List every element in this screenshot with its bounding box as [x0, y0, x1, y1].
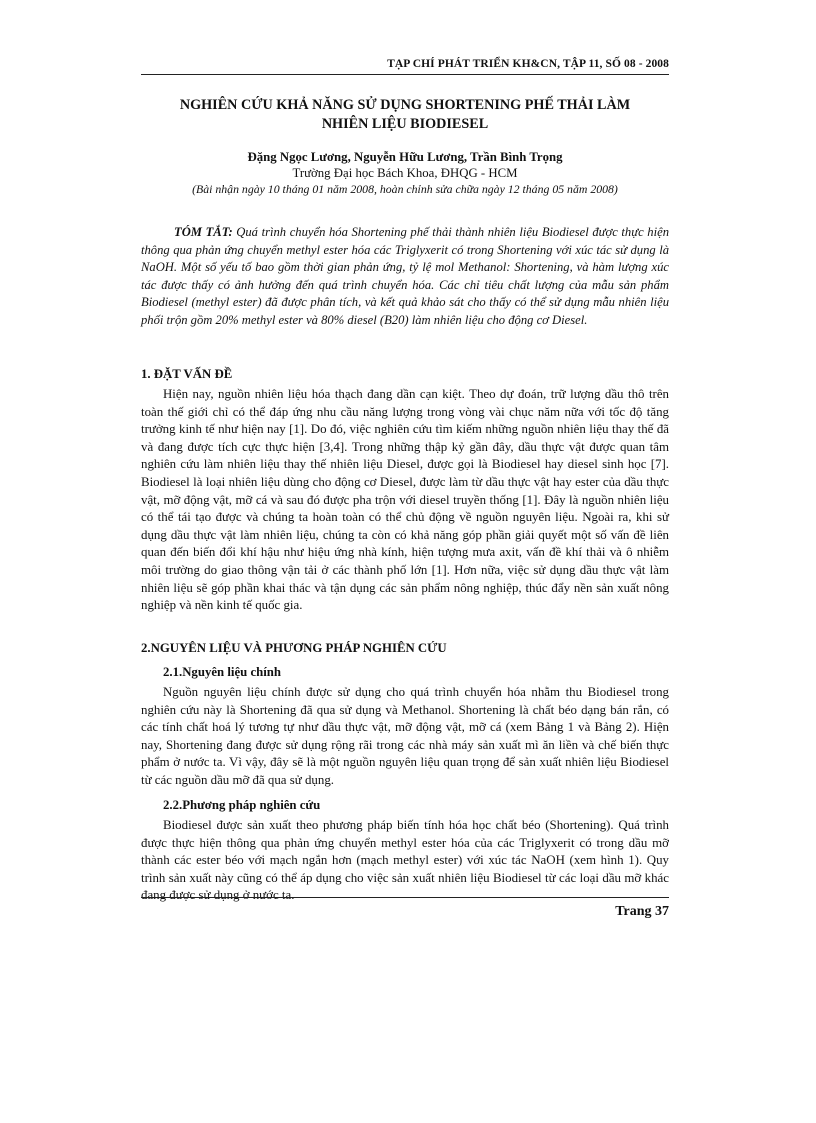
affiliation: Trường Đại học Bách Khoa, ĐHQG - HCM	[292, 166, 518, 180]
page-number: Trang 37	[141, 897, 669, 920]
journal-header: TẠP CHÍ PHÁT TRIỂN KH&CN, TẬP 11, SỐ 08 - 2008	[141, 58, 669, 75]
title-line-1: NGHIÊN CỨU KHẢ NĂNG SỬ DỤNG SHORTENING PHẾ THẢI LÀM	[179, 97, 631, 113]
subsection-heading-2-2: 2.2.Phương pháp nghiên cứu	[163, 798, 321, 812]
author-list: Đặng Ngọc Lương, Nguyễn Hữu Lương, Trần Bình Trọng	[247, 150, 563, 164]
section-heading-1: 1. ĐẶT VẤN ĐỀ	[141, 367, 233, 381]
abstract-text: Quá trình chuyển hóa Shortening phế thải thành nhiên liệu Biodiesel được thực hiện thông qua phản ứng chuyển methyl ester hóa các Triglyxerit có trong Shortening với xúc tác sử dụng là NaOH. Một số yếu tố bao gồm thời gian phản ứng, tỷ lệ mol Methanol: Shortening, và hàm lượng xúc tác được thấy có ảnh hưởng đến quá trình chuyển hóa. Các chỉ tiêu chất lượng của mẫu sản phẩm Biodiesel (methyl ester) đã được phân tích, và kết quả khảo sát cho thấy có thể sử dụng mẫu nhiên liệu phối trộn gồm 20% methyl ester và 80% diesel (B20) làm nhiên liệu cho động cơ Diesel.	[141, 225, 669, 327]
section-heading-2: 2.NGUYÊN LIỆU VÀ PHƯƠNG PHÁP NGHIÊN CỨU	[141, 641, 447, 655]
received-date-note: (Bài nhận ngày 10 tháng 01 năm 2008, hoàn chỉnh sửa chữa ngày 12 tháng 05 năm 2008)	[192, 182, 618, 196]
section-1-paragraph: Hiện nay, nguồn nhiên liệu hóa thạch đang dần cạn kiệt. Theo dự đoán, trữ lượng dầu thô trên toàn thế giới chỉ có thể đáp ứng nhu cầu năng lượng trong vòng vài chục năm nữa với tốc độ tăng trưởng kinh tế như hiện nay [1]. Do đó, việc nghiên cứu tìm kiếm những nguồn nhiên liệu thay thế đã và đang được tích cực thực hiện [3,4]. Trong những thập kỷ gần đây, dầu thực vật được quan tâm nghiên cứu làm nhiên liệu thay thế nhiên liệu Diesel, được gọi là Biodiesel hay diesel sinh học [7]. Biodiesel là loại nhiên liệu dùng cho động cơ Diesel, được làm từ dầu thực vật hay ester của dầu thực vật, mỡ động vật, mỡ cá và sau đó được pha trộn với diesel truyền thống [1]. Đây là nguồn nhiên liệu có thể tái tạo được và chúng ta hoàn toàn có thể chủ động về nguồn nguyên liệu. Ngoài ra, khi sử dụng dầu thực vật làm nhiên liệu, chúng ta còn có khả năng góp phần giải quyết một số vấn đề liên quan đến biến đổi khí hậu như hiệu ứng nhà kính, hiện tượng mưa axit, vấn đề khí thải và ô nhiễm môi trường do giao thông vận tải ở các thành phố lớn [1]. Hơn nữa, việc sử dụng dầu thực vật làm nhiên liệu sẽ góp phần khai thác và tận dụng các sản phẩm nông nghiệp, thúc đẩy nền sản xuất nông nghiệp và nền kinh tế quốc gia.	[141, 387, 669, 613]
subsection-2-2-paragraph: Biodiesel được sản xuất theo phương pháp biến tính hóa học chất béo (Shortening). Quá trình được thực hiện thông qua phản ứng chuyển methyl ester hóa của các Triglyxerit có trong dầu mỡ thành các ester béo với mạch ngắn hơn (mạch methyl ester) với xúc tác NaOH (xem hình 1). Quy trình sản xuất này cũng có thể áp dụng cho việc sản xuất nhiên liệu Biodiesel từ các loại dầu mỡ khác đang được sử dụng ở nước ta.	[141, 818, 669, 903]
abstract-label: TÓM TẮT:	[174, 225, 233, 239]
subsection-heading-2-1: 2.1.Nguyên liệu chính	[163, 665, 282, 679]
abstract	[141, 224, 669, 330]
title-line-2: NHIÊN LIỆU BIODIESEL	[321, 116, 489, 132]
paper-title	[141, 96, 669, 134]
paper-page	[141, 0, 669, 1123]
subsection-2-1-paragraph: Nguồn nguyên liệu chính được sử dụng cho quá trình chuyển hóa nhằm thu Biodiesel trong nghiên cứu này là Shortening đã qua sử dụng và Methanol. Shortening là chất béo dạng bán rắn, có các tính chất hoá lý tương tự như dầu thực vật, mỡ động vật, mỡ cá (xem Bảng 1 và Bảng 2). Hiện nay, Shortening đang được sử dụng rộng rãi trong các nhà máy sản xuất mì ăn liền và chế biến thực phẩm ở nước ta. Vì vậy, đây sẽ là một nguồn nguyên liệu quan trọng để sản xuất nhiên liệu Biodiesel từ các nguồn dầu mỡ đã qua sử dụng.	[141, 685, 669, 787]
